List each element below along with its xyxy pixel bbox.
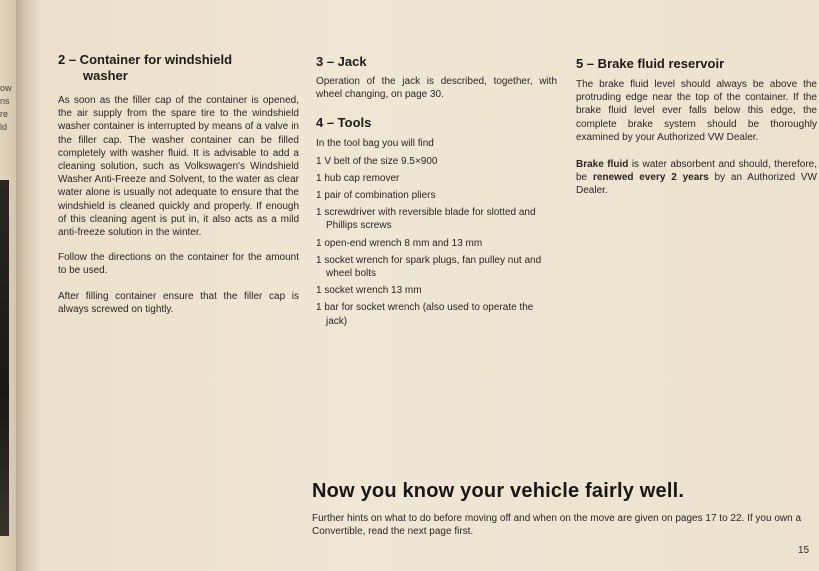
facing-page-fragment: ns [0, 96, 10, 106]
page-number: 15 [798, 545, 810, 556]
bold-text: Brake fluid [576, 159, 629, 171]
section-5-title: 5 – Brake fluid reservoir [576, 56, 725, 71]
section-2-paragraph: After filling container ensure that the filler cap is always screwed on tightly. [58, 290, 299, 315]
closing-text: Further hints on what to do before moving off and when on the move are given on pages 17 to 22. If you own a Convertible, read the next page first. [312, 513, 802, 538]
section-jack-and-tools [316, 54, 557, 328]
facing-page-photo [0, 180, 9, 536]
section-3-title: 3 – Jack [316, 54, 367, 69]
section-2-title-line1: 2 – Container for windshield [58, 52, 233, 67]
tool-list-item: 1 screwdriver with reversible blade for slotted and Phillips screws [316, 207, 536, 232]
section-2-title [58, 52, 299, 84]
facing-page-fragment: re [0, 109, 9, 119]
tools-intro: In the tool bag you will find [316, 138, 434, 150]
closing-title: Now you know your vehicle fairly well. [312, 480, 685, 502]
section-5-paragraph-2 [576, 158, 817, 198]
facing-page-fragment: ow [0, 83, 12, 93]
body-text: by an Authorized VW Dealer. [576, 172, 817, 197]
section-5-paragraph: The brake fluid level should always be above the protruding edge near the top of the container. If the brake fluid level ever falls below this edge, the complete brake system should be thoroughly examined by your Authorized VW Dealer. [576, 79, 817, 143]
section-2-title-line2: washer [83, 68, 128, 83]
section-brake-fluid [576, 56, 817, 198]
section-2-paragraph: Follow the directions on the container for the amount to be used. [58, 252, 299, 277]
section-4-title: 4 – Tools [316, 115, 372, 131]
facing-page-fragment: ld [0, 122, 8, 132]
tool-list-item: 1 open-end wrench 8 mm and 13 mm [316, 237, 483, 249]
tool-list-item: 1 hub cap remover [316, 172, 400, 184]
tool-list-item: 1 pair of combination pliers [316, 190, 436, 202]
section-3-text: Operation of the jack is described, together, with wheel changing, on page 30. [316, 76, 557, 101]
section-washer-container [58, 52, 299, 316]
tool-list-item: 1 socket wrench for spark plugs, fan pulley nut and wheel bolts [316, 254, 542, 280]
facing-page-edge [0, 0, 16, 571]
tool-list-item: 1 V belt of the size 9.5×900 [316, 155, 438, 167]
bold-text: renewed every 2 years [592, 172, 709, 184]
tool-list-item: 1 bar for socket wrench (also used to operate the jack) [316, 302, 534, 327]
body-text: is water absorbent and should, therefore, be [576, 159, 817, 184]
tool-list-item: 1 socket wrench 13 mm [316, 285, 422, 297]
book-gutter [16, 0, 40, 571]
section-2-paragraph: As soon as the filler cap of the container is opened, the air supply from the spare tire to the windshield washer container is interrupted by means of a valve in the filler cap. The washer container can be filled completely with washer fluid. It is advisable to add a cleaning solution, such as Volkswagen's Windshield Washer Anti-Freeze and Solvent, to the water as clear water alone is usually not adequate to ensure that the windshield is cleaned quickly and properly. If enough of this cleaning agent is put in, it also acts as a mild anti-freeze solution in the winter. [58, 95, 299, 239]
